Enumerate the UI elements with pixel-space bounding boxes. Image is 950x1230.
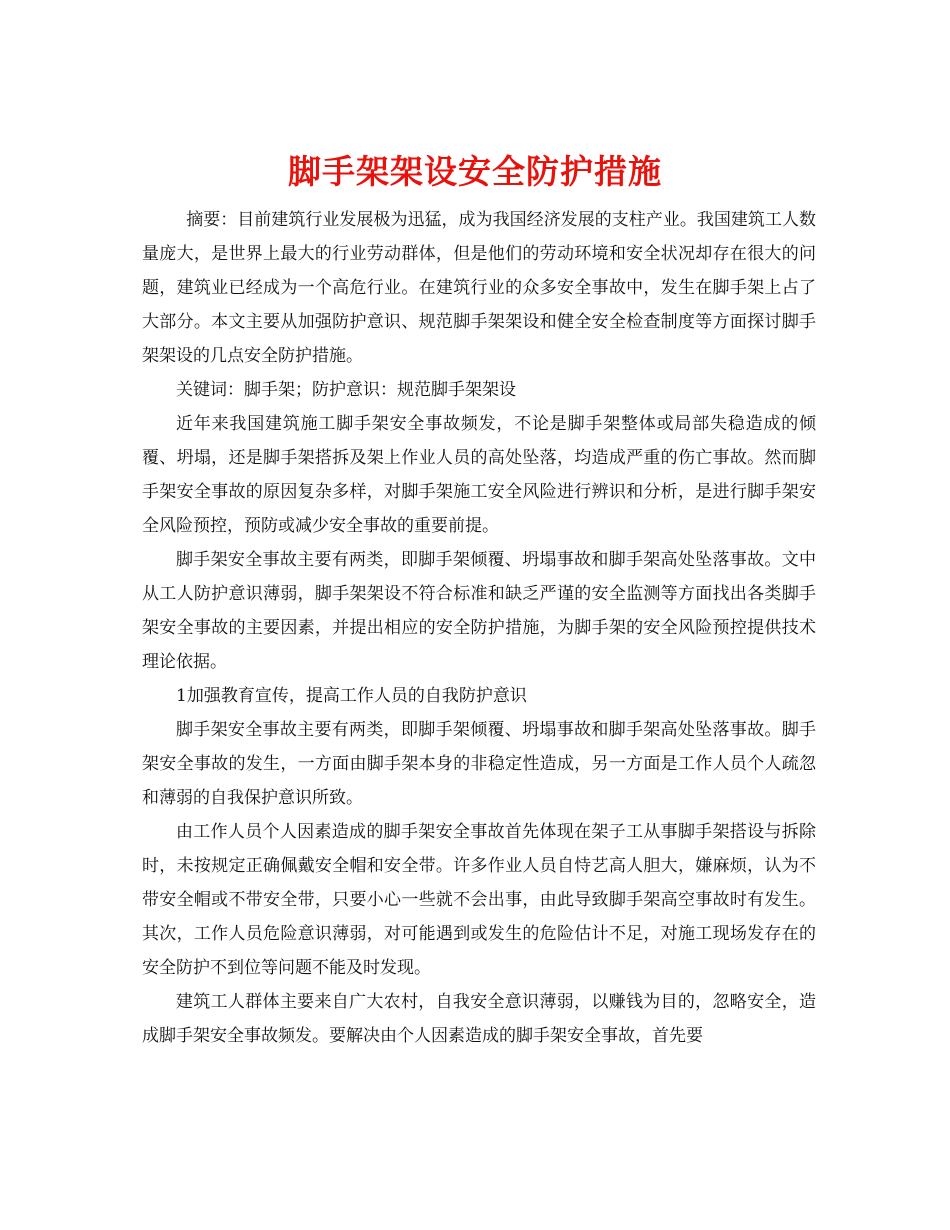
body-paragraph: 建筑工人群体主要来自广大农村，自我安全意识薄弱，以赚钱为目的，忽略安全，造成脚手架安全事故频发。要解决由个人因素造成的脚手架安全事故，首先要 <box>142 992 816 1046</box>
abstract-paragraph: 摘要：目前建筑行业发展极为迅猛，成为我国经济发展的支柱产业。我国建筑工人数量庞大，是世界上最大的行业劳动群体，但是他们的劳动环境和安全状况却存在很大的问题，建筑业已经成为一个高危行业。在建筑行业的众多安全事故中，发生在脚手架上占了大部分。本文主要从加强防护意识、规范脚手架架设和健全安全检查制度等方面探讨脚手架架设的几点安全防护措施。 <box>142 210 816 366</box>
document-body <box>142 203 816 1053</box>
body-paragraph: 由工作人员个人因素造成的脚手架安全事故首先体现在架子工从事脚手架搭设与拆除时，未按规定正确佩戴安全帽和安全带。许多作业人员自恃艺高人胆大，嫌麻烦，认为不带安全帽或不带安全带，只要小心一些就不会出事，由此导致脚手架高空事故时有发生。其次，工作人员危险意识薄弱，对可能遇到或发生的危险估计不足，对施工现场发存在的安全防护不到位等问题不能及时发现。 <box>142 822 816 978</box>
body-paragraph: 近年来我国建筑施工脚手架安全事故频发，不论是脚手架整体或局部失稳造成的倾覆、坍塌，还是脚手架搭拆及架上作业人员的高处坠落，均造成严重的伤亡事故。然而脚手架安全事故的原因复杂多样，对脚手架施工安全风险进行辨识和分析，是进行脚手架安全风险预控，预防或减少安全事故的重要前提。 <box>142 414 816 536</box>
keywords-paragraph: 关键词：脚手架；防护意识：规范脚手架架设 <box>176 380 516 400</box>
section-heading: 1加强教育宣传，提高工作人员的自我防护意识 <box>176 686 527 706</box>
document-title: 脚手架架设安全防护措施 <box>288 152 662 192</box>
body-paragraph: 脚手架安全事故主要有两类，即脚手架倾覆、坍塌事故和脚手架高处坠落事故。文中从工人防护意识薄弱，脚手架架设不符合标准和缺乏严谨的安全监测等方面找出各类脚手架安全事故的主要因素，并提出相应的安全防护措施，为脚手架的安全风险预控提供技术理论依据。 <box>142 550 816 672</box>
body-paragraph: 脚手架安全事故主要有两类，即脚手架倾覆、坍塌事故和脚手架高处坠落事故。脚手架安全事故的发生，一方面由脚手架本身的非稳定性造成，另一方面是工作人员个人疏忽和薄弱的自我保护意识所致。 <box>142 720 816 808</box>
